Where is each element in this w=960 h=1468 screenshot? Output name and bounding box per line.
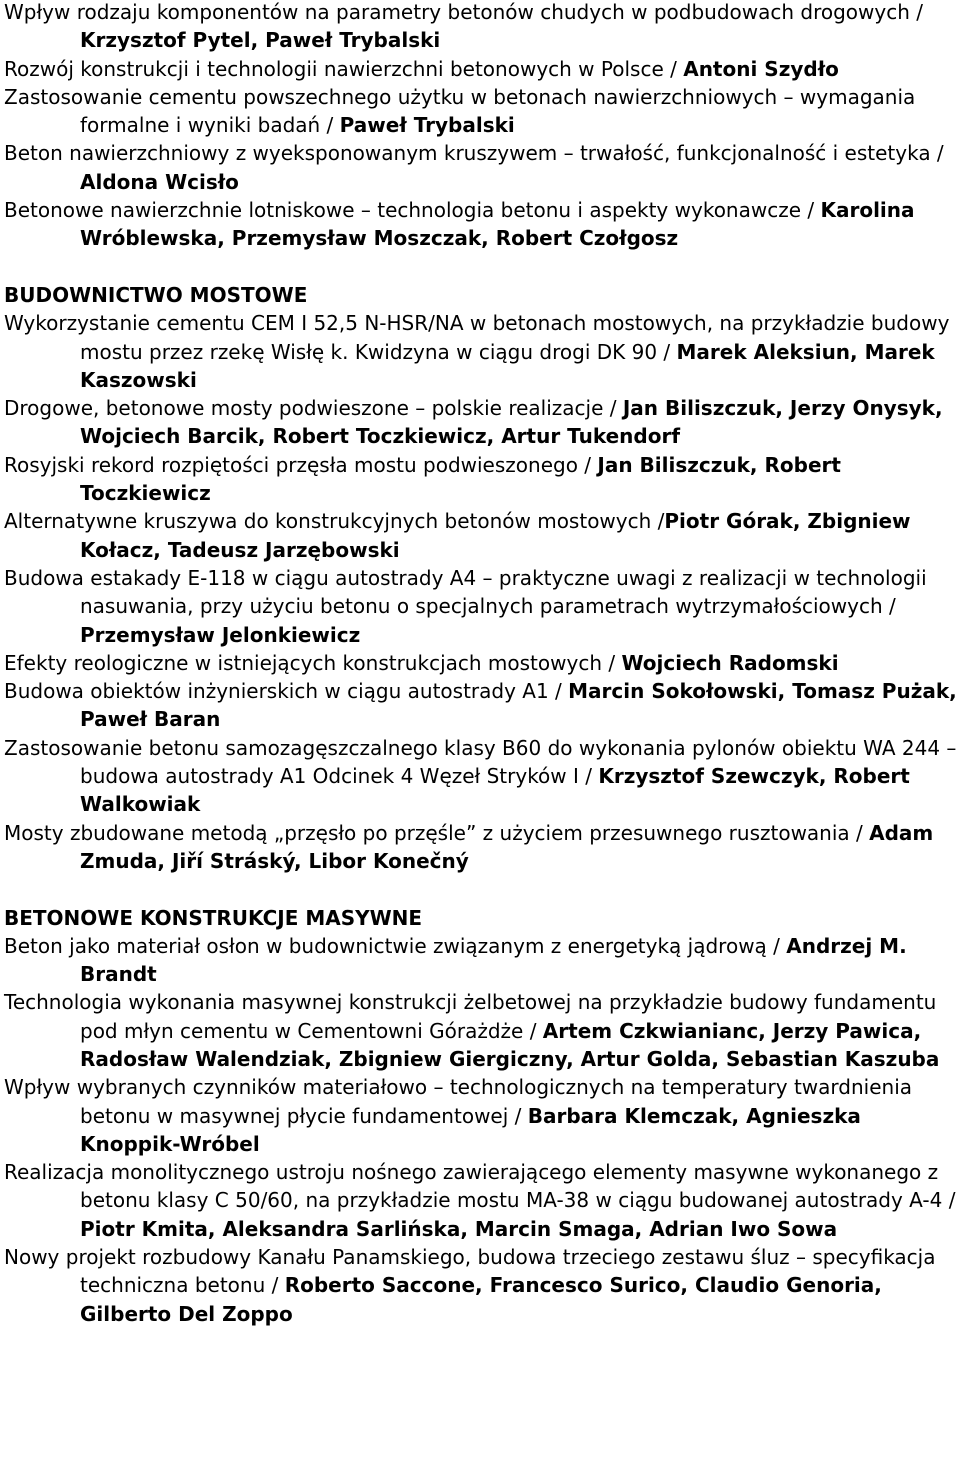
entry-authors: Barbara Klemczak, Agnieszka Knoppik-Wróbel	[80, 1103, 861, 1156]
entry-authors: Paweł Trybalski	[339, 113, 515, 138]
entry-title: Wpływ wybranych czynników materiałowo – technologicznych na temperatury twardnienia betonu w masywnej płycie fundamentowej /	[4, 1075, 913, 1128]
section-pavements	[4, 0, 960, 253]
entry-authors: Piotr Górak, Zbigniew Kołacz, Tadeusz Jarzębowski	[80, 509, 911, 562]
bibliography-entry	[4, 507, 960, 564]
entry-title: Rozwój konstrukcji i technologii nawierzchni betonowych w Polsce /	[4, 56, 684, 81]
entry-authors: Artem Czkwianianc, Jerzy Pawica, Radosław Walendziak, Zbigniew Giergiczny, Artur Golda, Sebastian Kaszuba	[80, 1018, 940, 1071]
bibliography-entry	[4, 451, 960, 508]
bibliography-entry	[4, 0, 960, 55]
entry-title: Drogowe, betonowe mosty podwieszone – polskie realizacje /	[4, 396, 623, 421]
entry-title: Mosty zbudowane metodą „przęsło po przęśle” z użyciem przesuwnego rusztowania /	[4, 820, 870, 845]
entry-title: Rosyjski rekord rozpiętości przęsła mostu podwieszonego /	[4, 452, 598, 477]
entry-title: Nowy projekt rozbudowy Kanału Panamskiego, budowa trzeciego zestawu śluz – specyfikacja techniczna betonu /	[4, 1245, 936, 1298]
entry-title: Realizacja monolitycznego ustroju nośnego zawierającego elementy masywne wykonanego z betonu klasy C 50/60, na przykładzie mostu MA-38 w ciągu budowanej autostrady A-4 /	[4, 1160, 956, 1213]
section-bridge-construction	[4, 281, 960, 875]
bibliography-entry	[4, 196, 960, 253]
bibliography-entry	[4, 1073, 960, 1158]
bibliography-entry	[4, 1243, 960, 1328]
entry-authors: Aldona Wcisło	[80, 169, 239, 194]
bibliography-entry	[4, 734, 960, 819]
entry-title: Wykorzystanie cementu CEM I 52,5 N-HSR/NA w betonach mostowych, na przykładzie budowy mostu przez rzekę Wisłę k. Kwidzyna w ciągu drogi DK 90 /	[4, 311, 950, 364]
bibliography-entry	[4, 83, 960, 140]
bibliography-entry	[4, 139, 960, 196]
entry-authors: Karolina Wróblewska, Przemysław Moszczak, Robert Czołgosz	[80, 198, 915, 251]
entry-authors: Krzysztof Pytel, Paweł Trybalski	[80, 28, 441, 53]
entry-authors: Adam Zmuda, Jiří Stráský, Libor Konečný	[80, 820, 934, 873]
entry-authors: Antoni Szydło	[683, 56, 839, 81]
entry-authors: Piotr Kmita, Aleksandra Sarlińska, Marcin Smaga, Adrian Iwo Sowa	[80, 1216, 838, 1241]
bibliography-entry	[4, 932, 960, 989]
entry-title: Budowa obiektów inżynierskich w ciągu autostrady A1 /	[4, 679, 569, 704]
entry-title: Zastosowanie cementu powszechnego użytku w betonach nawierzchniowych – wymagania formalne i wyniki badań /	[4, 84, 916, 138]
bibliography-entry	[4, 309, 960, 394]
entry-authors: Wojciech Radomski	[621, 650, 839, 675]
entry-authors: Roberto Saccone, Francesco Surico, Claudio Genoria, Gilberto Del Zoppo	[80, 1273, 882, 1326]
entry-authors: Jan Biliszczuk, Robert Toczkiewicz	[80, 452, 841, 506]
entry-title: Alternatywne kruszywa do konstrukcyjnych betonów mostowych /	[4, 509, 665, 534]
bibliography-entry	[4, 819, 960, 876]
entry-authors: Przemysław Jelonkiewicz	[80, 622, 361, 647]
entry-title: Technologia wykonania masywnej konstrukcji żelbetowej na przykładzie budowy fundamentu pod młyn cementu w Cementowni Górażdże /	[4, 990, 937, 1043]
entry-title: Wpływ rodzaju komponentów na parametry betonów chudych w podbudowach drogowych /	[4, 0, 924, 24]
section-heading: BUDOWNICTWO MOSTOWE	[4, 282, 308, 307]
section-massive-concrete-structures	[4, 904, 960, 1328]
section-heading: BETONOWE KONSTRUKCJE MASYWNE	[4, 905, 423, 930]
entry-authors: Krzysztof Szewczyk, Robert Walkowiak	[80, 764, 910, 817]
entry-authors: Marek Aleksiun, Marek Kaszowski	[80, 339, 935, 392]
bibliography-entry	[4, 394, 960, 451]
entry-title: Beton nawierzchniowy z wyeksponowanym kruszywem – trwałość, funkcjonalność i estetyka /	[4, 141, 944, 166]
entry-authors: Jan Biliszczuk, Jerzy Onysyk, Wojciech Barcik, Robert Toczkiewicz, Artur Tukendorf	[80, 396, 943, 449]
entry-title: Zastosowanie betonu samozagęszczalnego klasy B60 do wykonania pylonów obiektu WA 244 – budowa autostrady A1 Odcinek 4 Węzeł Stryków I /	[4, 735, 957, 789]
bibliography-entry	[4, 1158, 960, 1243]
entry-title: Betonowe nawierzchnie lotniskowe – technologia betonu i aspekty wykonawcze /	[4, 198, 821, 223]
bibliography-entry	[4, 988, 960, 1073]
document-body	[4, 0, 960, 1328]
bibliography-entry	[4, 55, 960, 83]
bibliography-entry	[4, 677, 960, 734]
bibliography-entry	[4, 649, 960, 677]
entry-title: Beton jako materiał osłon w budownictwie związanym z energetyką jądrową /	[4, 933, 787, 958]
entry-authors: Andrzej M. Brandt	[80, 933, 907, 987]
entry-title: Efekty reologiczne w istniejących konstrukcjach mostowych /	[4, 650, 622, 675]
bibliography-entry	[4, 564, 960, 649]
entry-authors: Marcin Sokołowski, Tomasz Pużak, Paweł Baran	[80, 679, 957, 732]
entry-title: Budowa estakady E-118 w ciągu autostrady A4 – praktyczne uwagi z realizacji w technologii nasuwania, przy użyciu betonu o specjalnych parametrach wytrzymałościowych /	[4, 565, 927, 619]
